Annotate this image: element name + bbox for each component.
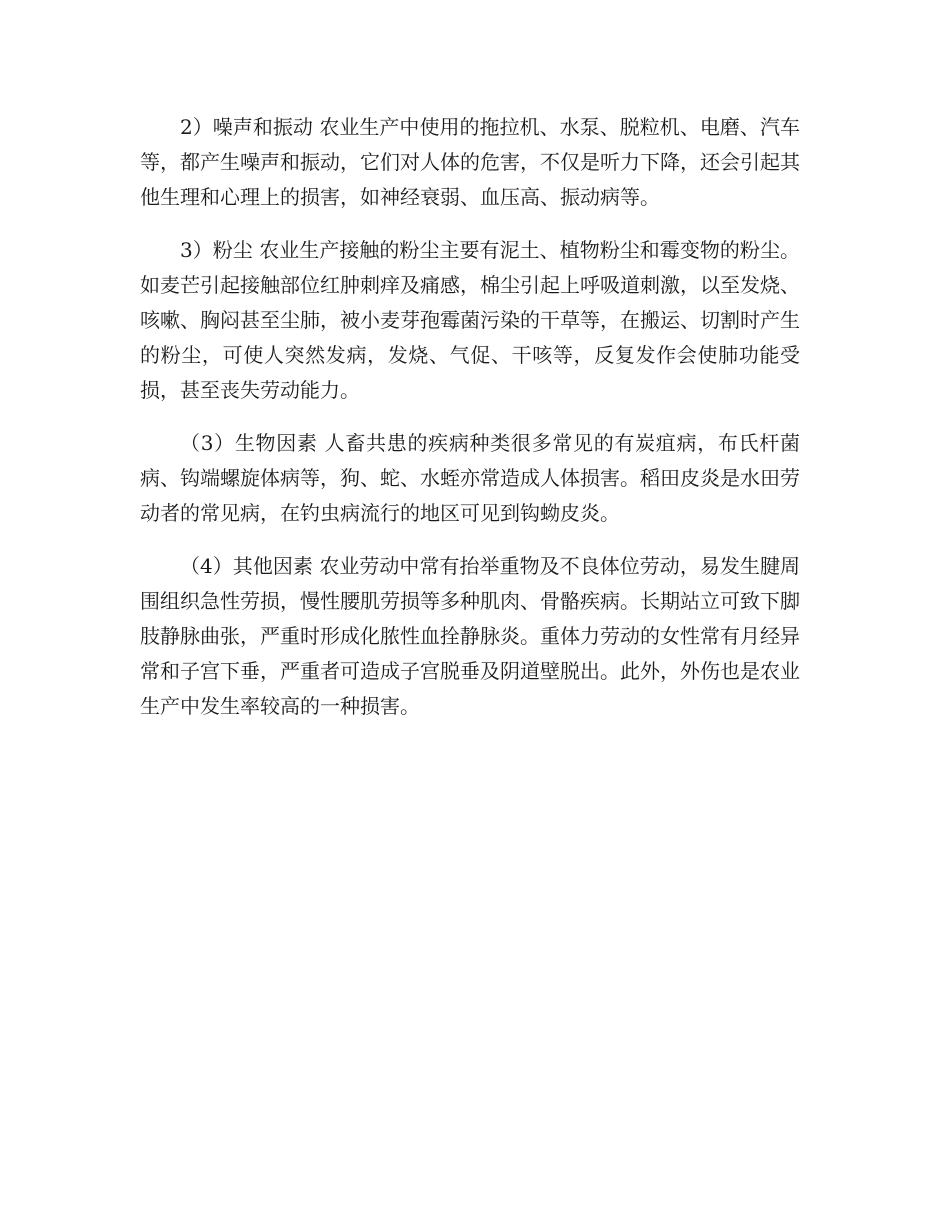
paragraph-other-factors: （4）其他因素 农业劳动中常有抬举重物及不良体位劳动，易发生腱周围组织急性劳损，慢性腰肌劳损等多种肌肉、骨骼疾病。长期站立可致下脚肢静脉曲张，严重时形成化脓性血拴静脉炎。重体力劳动的女性常有月经异常和子宫下垂，严重者可造成子宫脱垂及阴道壁脱出。此外，外伤也是农业生产中发生率较高的一种损害。 — [140, 554, 800, 718]
paragraph-dust: 3）粉尘 农业生产接触的粉尘主要有泥土、植物粉尘和霉变物的粉尘。如麦芒引起接触部位红肿刺痒及痛感，棉尘引起上呼吸道刺激，以至发烧、咳嗽、胸闷甚至尘肺，被小麦芽孢霉菌污染的干草等，在搬运、切割时产生的粉尘，可使人突然发病，发烧、气促、干咳等，反复发作会使肺功能受损，甚至丧失劳动能力。 — [140, 238, 800, 402]
paragraph-biological-factors: （3）生物因素 人畜共患的疾病种类很多常见的有炭疽病，布氏杆菌病、钩端螺旋体病等，狗、蛇、水蛭亦常造成人体损害。稻田皮炎是水田劳动者的常见病，在钓虫病流行的地区可见到钩蚴皮炎。 — [140, 431, 800, 525]
document-body — [140, 110, 800, 742]
paragraph-noise-vibration: 2）噪声和振动 农业生产中使用的拖拉机、水泵、脱粒机、电磨、汽车等，都产生噪声和振动，它们对人体的危害，不仅是听力下降，还会引起其他生理和心理上的损害，如神经衰弱、血压高、振动病等。 — [140, 115, 800, 209]
